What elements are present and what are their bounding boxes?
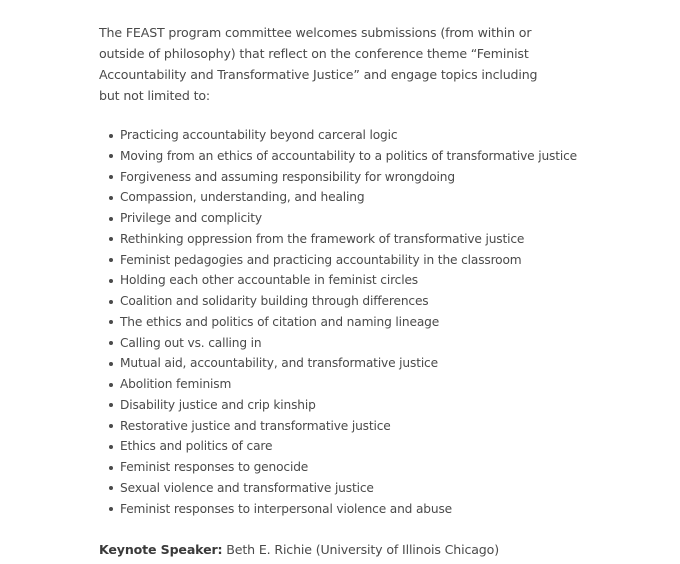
list-item [99,499,549,520]
list-item [99,208,549,229]
list-item-text: Feminist responses to genocide [120,460,309,474]
keynote-label: Keynote Speaker: [99,542,223,558]
bullet-icon [109,134,113,138]
bullet-icon [109,507,113,511]
list-item-text: Mutual aid, accountability, and transformative justice [120,356,438,371]
bullet-icon [109,217,113,221]
bullet-icon [109,424,113,428]
list-item-text: Holding each other accountable in feminist circles [120,273,418,288]
bullet-icon [109,175,113,179]
bullet-icon [109,258,113,262]
bullet-icon [109,279,113,283]
bullet-icon [109,341,113,345]
list-item-text: Coalition and solidarity building through differences [120,294,429,308]
list-item [99,353,549,374]
list-item-text: Abolition feminism [120,377,232,391]
list-item-text: Compassion, understanding, and healing [120,190,365,205]
list-item-text: The ethics and politics of citation and naming lineage [120,314,440,329]
bullet-icon [109,154,113,158]
intro-paragraph: The FEAST program committee welcomes submissions (from within or outside of philosophy) that reflect on the conference theme “Feminist Accountability and Transformative Justice” and engage topics including but not limited to: [99,25,538,103]
keynote-line [99,540,549,560]
list-item [99,229,549,250]
list-item-text: Practicing accountability beyond carceral logic [120,128,398,142]
bullet-icon [109,320,113,324]
list-item-text: Moving from an ethics of accountability to a politics of transformative justice [120,148,577,163]
list-item-text: Disability justice and crip kinship [120,397,316,412]
list-item [99,146,577,167]
bullet-icon [109,486,113,490]
list-item [99,167,549,188]
list-item-text: Sexual violence and transformative justice [120,480,374,495]
list-item [99,478,549,499]
list-item [99,187,549,208]
article-content [99,22,577,560]
keynote-speaker: Beth E. Richie (University of Illinois Chicago) [226,542,499,558]
bullet-icon [109,466,113,470]
list-item [99,312,549,333]
bullet-icon [109,403,113,407]
list-item-text: Feminist pedagogies and practicing accountability in the classroom [120,252,522,267]
bullet-icon [109,383,113,387]
bullet-icon [109,300,113,304]
list-item [99,125,549,146]
list-item [99,457,549,478]
list-item [99,270,549,291]
list-item-text: Privilege and complicity [120,211,262,225]
bullet-icon [109,237,113,241]
list-item [99,374,549,395]
list-item-text: Forgiveness and assuming responsibility for wrongdoing [120,169,455,184]
topics-list [99,125,577,519]
list-item-text: Rethinking oppression from the framework of transformative justice [120,231,525,246]
list-item [99,250,549,271]
bullet-icon [109,196,113,200]
list-item-text: Calling out vs. calling in [120,335,262,350]
list-item [99,333,549,354]
bullet-icon [109,362,113,366]
bullet-icon [109,445,113,449]
list-item-text: Restorative justice and transformative justice [120,418,391,433]
list-item [99,291,549,312]
list-item-text: Ethics and politics of care [120,439,273,454]
list-item-text: Feminist responses to interpersonal violence and abuse [120,501,453,516]
list-item [99,416,549,437]
list-item [99,436,549,457]
list-item [99,395,549,416]
